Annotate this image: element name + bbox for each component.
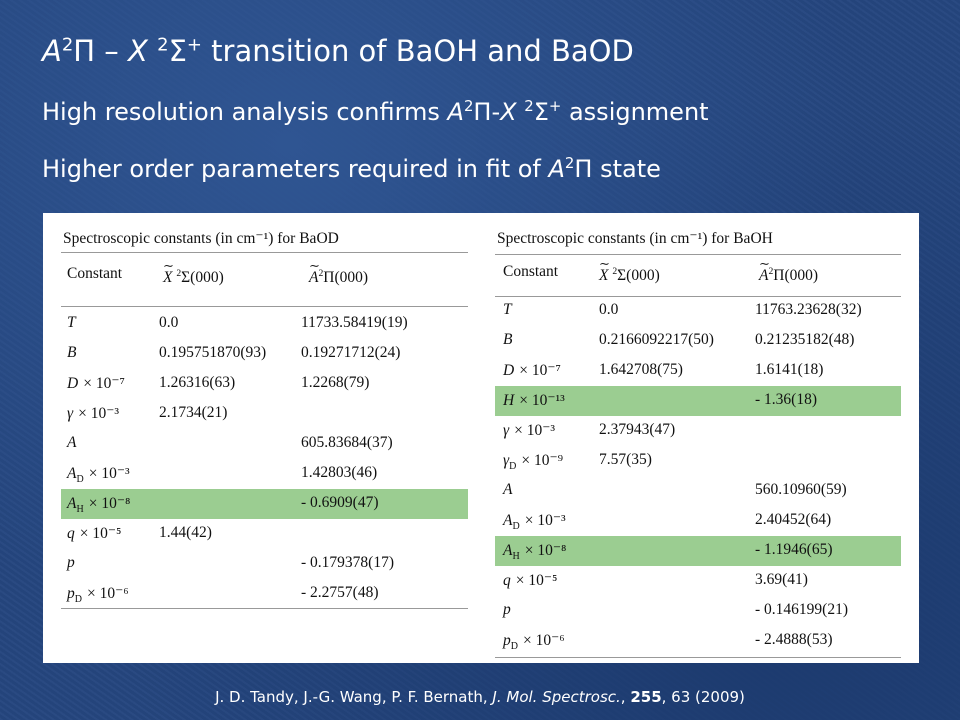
constant-name: T — [503, 301, 512, 318]
table-caption: Spectroscopic constants (in cm⁻¹) for BaOH — [497, 230, 773, 247]
constant-name: $p_D \times 10^{-6}$ — [67, 585, 129, 606]
table-row — [61, 519, 468, 549]
table-baod — [61, 225, 468, 605]
a-state-value: - 0.146199(21) — [755, 601, 848, 618]
constant-name: γ × 10⁻³ — [67, 405, 120, 422]
constant-name: T — [67, 314, 76, 331]
column-header-a-state: ∼ $A^2\Pi(000)$ — [759, 267, 818, 285]
a-state-value: - 0.179378(17) — [301, 554, 394, 571]
a-state-value: 3.69(41) — [755, 571, 808, 588]
a-state-value: - 0.6909(47) — [301, 494, 379, 511]
x-state-value: 0.0 — [599, 301, 619, 318]
a-state-value: 1.6141(18) — [755, 361, 824, 378]
column-header-x-state: ∼ X $^2$Σ(000) — [163, 269, 224, 287]
a-state-value: 11763.23628(32) — [755, 301, 862, 318]
slide-title: $A^2\Pi$ – X $^2$Σ+ transition of BaOH and BaOD — [42, 34, 634, 68]
table-row — [61, 429, 468, 459]
constant-name: B — [67, 344, 77, 361]
constant-name: A — [67, 434, 77, 451]
table-row — [495, 416, 901, 446]
a-state-value: - 2.4888(53) — [755, 631, 833, 648]
constant-name: D × 10⁻⁷ — [503, 362, 561, 379]
constant-name: p — [503, 601, 511, 618]
column-header-constant: Constant — [503, 263, 559, 280]
x-state-value: 0.195751870(93) — [159, 344, 267, 361]
table-row — [495, 566, 901, 596]
table-row — [495, 326, 901, 356]
statement-assignment: High resolution analysis confirms $A^2\Pi-X$ $^2$Σ+ assignment — [42, 97, 709, 126]
x-state-value: 2.1734(21) — [159, 404, 228, 421]
constant-name: D × 10⁻⁷ — [67, 375, 125, 392]
table-row — [495, 536, 901, 566]
x-state-value: 1.26316(63) — [159, 374, 236, 391]
a-state-value: 560.10960(59) — [755, 481, 847, 498]
table-caption: Spectroscopic constants (in cm⁻¹) for BaOD — [63, 230, 339, 247]
table-row — [495, 386, 901, 416]
constant-name: $\gamma_D \times 10^{-9}$ — [503, 452, 564, 473]
x-state-value: 1.642708(75) — [599, 361, 683, 378]
a-state-value: - 1.36(18) — [755, 391, 817, 408]
x-state-value: 7.57(35) — [599, 451, 652, 468]
table-row — [61, 339, 468, 369]
statement-higher-order: Higher order parameters required in fit of $A^2\Pi$ state — [42, 154, 661, 183]
table-row — [495, 446, 901, 476]
x-state-value: 0.2166092217(50) — [599, 331, 714, 348]
table-row — [61, 459, 468, 489]
constant-name: $A_D \times 10^{-3}$ — [503, 512, 566, 533]
table-row — [495, 296, 901, 326]
a-state-value: - 2.2757(48) — [301, 584, 379, 601]
constant-name: A — [503, 481, 513, 498]
column-header-constant: Constant — [67, 265, 123, 282]
table-row — [495, 356, 901, 386]
x-state-value: 2.37943(47) — [599, 421, 676, 438]
table-row — [61, 309, 468, 339]
table-row — [495, 596, 901, 626]
x-state-value: 1.44(42) — [159, 524, 212, 541]
tables-panel — [43, 213, 919, 663]
citation: J. D. Tandy, J.-G. Wang, P. F. Bernath, J. Mol. Spectrosc., 255, 63 (2009) — [215, 688, 745, 706]
column-header-x-state: ∼ X $^2$Σ(000) — [599, 267, 660, 285]
table-row — [61, 489, 468, 519]
table-row — [61, 369, 468, 399]
x-state-value: 0.0 — [159, 314, 179, 331]
table-baoh — [495, 223, 901, 653]
a-state-value: 1.2268(79) — [301, 374, 370, 391]
a-state-value: - 1.1946(65) — [755, 541, 833, 558]
a-state-value: 1.42803(46) — [301, 464, 378, 481]
constant-name: B — [503, 331, 513, 348]
constant-name: $A_H \times 10^{-8}$ — [503, 542, 567, 563]
constant-name: H × 10⁻¹³ — [503, 392, 565, 409]
a-state-value: 605.83684(37) — [301, 434, 393, 451]
a-state-value: 11733.58419(19) — [301, 314, 408, 331]
a-state-value: 2.40452(64) — [755, 511, 832, 528]
table-row — [61, 399, 468, 429]
table-row — [495, 626, 901, 656]
a-state-value: 0.21235182(48) — [755, 331, 855, 348]
table-row — [61, 579, 468, 609]
constant-name: $A_D \times 10^{-3}$ — [67, 465, 130, 486]
constant-name: γ × 10⁻³ — [503, 422, 556, 439]
column-header-a-state: ∼ $A^2\Pi(000)$ — [309, 269, 368, 287]
constant-name: q × 10⁻⁵ — [503, 572, 558, 589]
table-row — [495, 506, 901, 536]
constant-name: $A_H \times 10^{-8}$ — [67, 495, 131, 516]
constant-name: $p_D \times 10^{-6}$ — [503, 632, 565, 653]
a-state-value: 0.19271712(24) — [301, 344, 401, 361]
constant-name: p — [67, 554, 75, 571]
table-row — [495, 476, 901, 506]
table-row — [61, 549, 468, 579]
constant-name: q × 10⁻⁵ — [67, 525, 122, 542]
